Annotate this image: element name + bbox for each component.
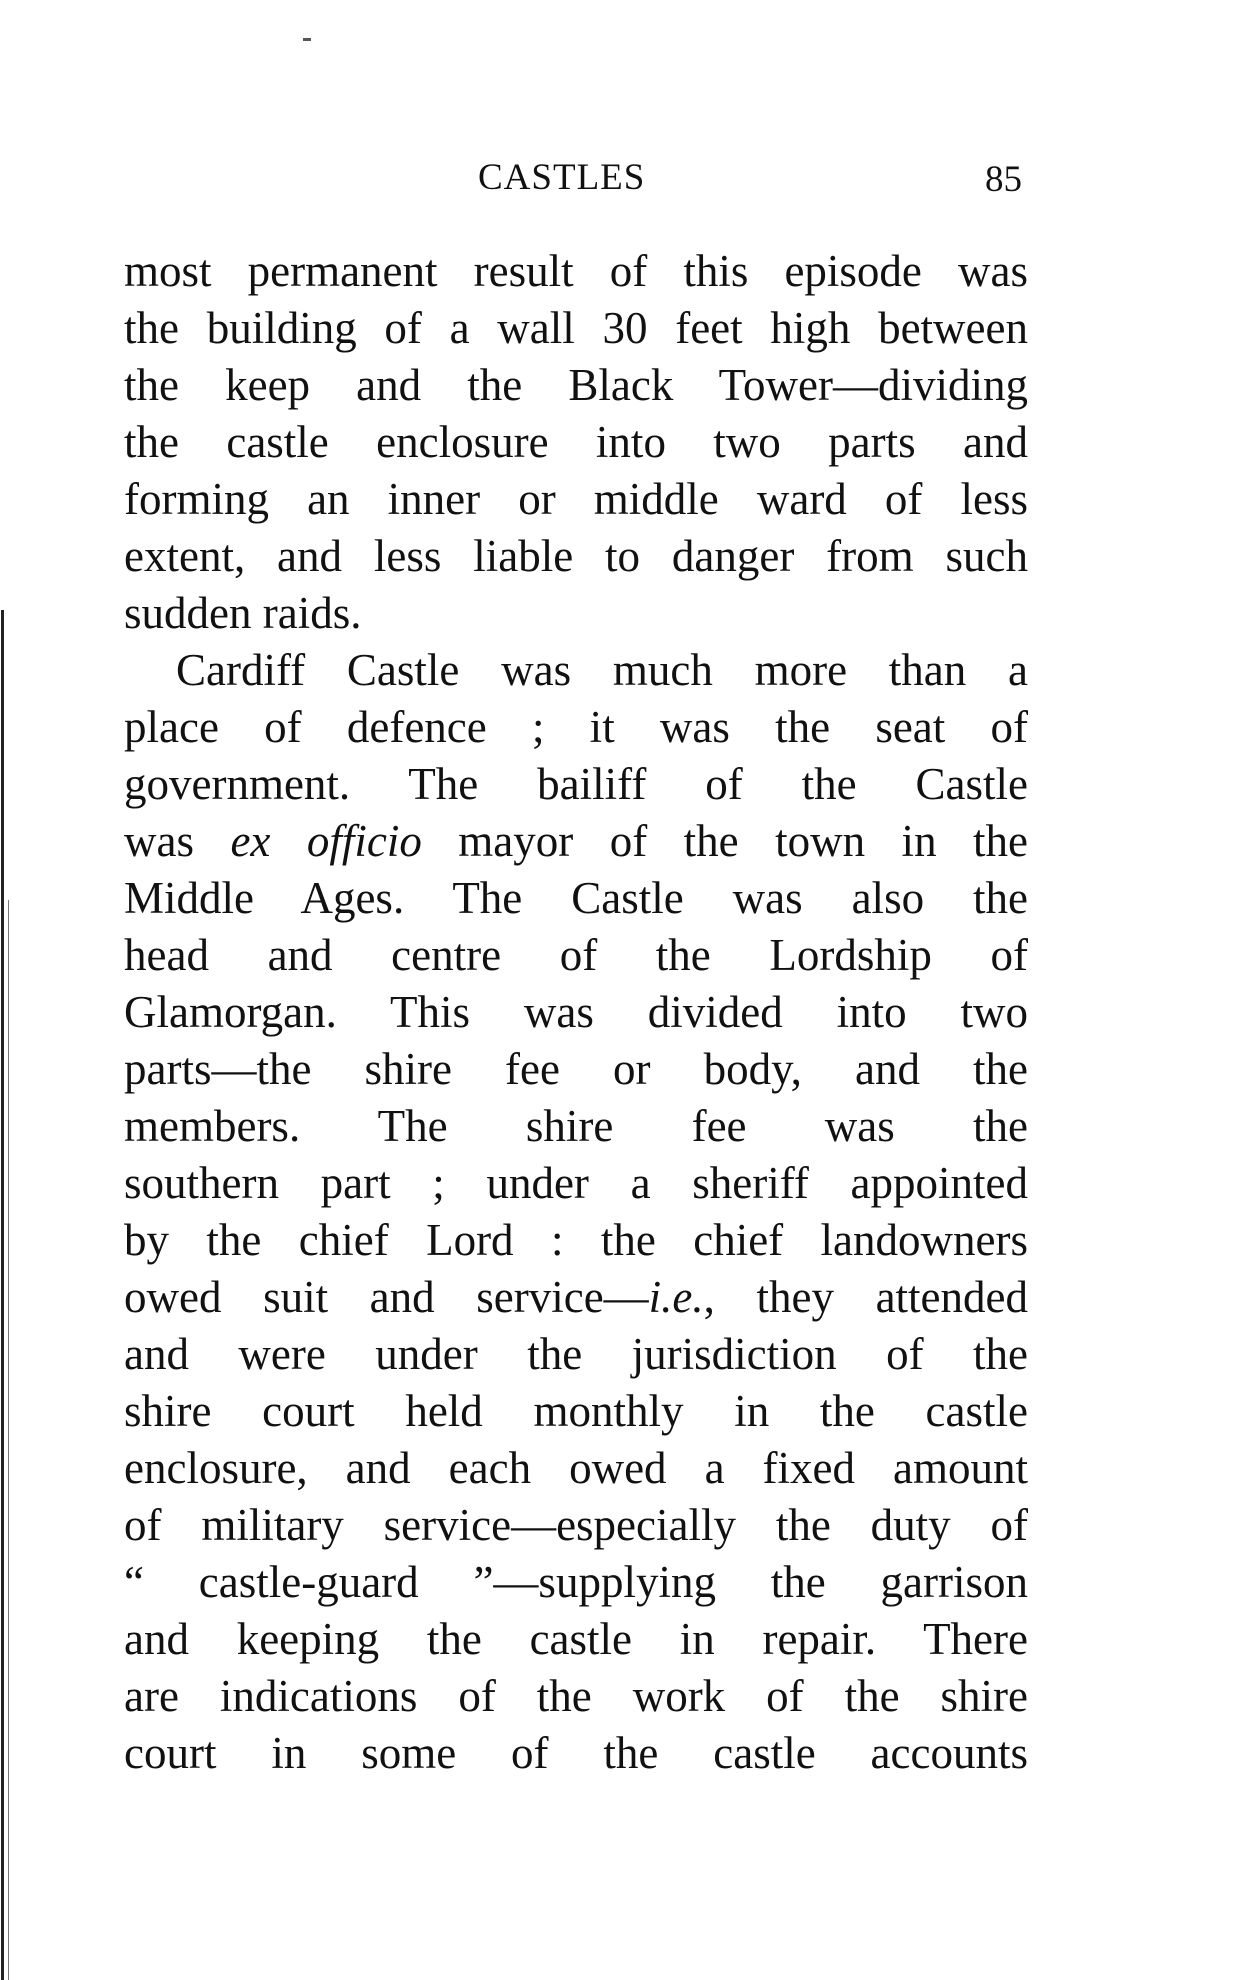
text-segment: sudden raids.: [124, 588, 362, 638]
text-line: [124, 1668, 1028, 1725]
text-line: [124, 870, 1028, 927]
text-line: [124, 927, 1028, 984]
text-line: [124, 984, 1028, 1041]
text-segment: Cardiff Castle was much more than a: [176, 645, 1028, 695]
text-line: [124, 1497, 1028, 1554]
text-segment: government. The bailiff of the Castle: [124, 759, 1028, 809]
paragraph-last-line: [124, 585, 1028, 642]
text-segment: shire court held monthly in the castle: [124, 1386, 1028, 1436]
italic-phrase: ex officio: [230, 816, 422, 866]
text-segment: the building of a wall 30 feet high between: [124, 303, 1028, 353]
text-segment: Glamorgan. This was divided into two: [124, 987, 1028, 1037]
paragraph-first-line: [124, 642, 1028, 699]
text-line: [124, 471, 1028, 528]
text-line: [124, 357, 1028, 414]
running-head-title: CASTLES: [478, 157, 646, 198]
text-line: [124, 1326, 1028, 1383]
text-segment: the keep and the Black Tower—dividing: [124, 360, 1028, 410]
text-segment: head and centre of the Lordship of: [124, 930, 1028, 980]
text-line: [124, 1611, 1028, 1668]
text-line: [124, 1098, 1028, 1155]
text-segment: court in some of the castle accounts: [124, 1728, 1028, 1778]
text-segment: mayor of the town in the: [421, 816, 1028, 866]
text-segment: was: [124, 816, 231, 866]
body-text: [124, 243, 1028, 1782]
text-segment: the castle enclosure into two parts and: [124, 417, 1028, 467]
text-line: [124, 243, 1028, 300]
text-segment: members. The shire fee was the: [124, 1101, 1028, 1151]
text-segment: extent, and less liable to danger from such: [124, 531, 1028, 581]
page-number: 85: [985, 159, 1022, 200]
text-line: [124, 1383, 1028, 1440]
text-segment: most permanent result of this episode was: [124, 246, 1028, 296]
text-segment: place of defence ; it was the seat of: [124, 702, 1028, 752]
scan-speck: [303, 38, 311, 41]
text-line: [124, 528, 1028, 585]
text-line: [124, 300, 1028, 357]
text-line: [124, 414, 1028, 471]
text-line: [124, 813, 1028, 870]
text-segment: enclosure, and each owed a fixed amount: [124, 1443, 1028, 1493]
binding-edge-shadow: [8, 900, 9, 1980]
text-segment: by the chief Lord : the chief landowners: [124, 1215, 1028, 1265]
text-line: [124, 1041, 1028, 1098]
text-line: [124, 1440, 1028, 1497]
text-segment: are indications of the work of the shire: [124, 1671, 1028, 1721]
text-segment: southern part ; under a sheriff appointed: [124, 1158, 1028, 1208]
text-line: [124, 756, 1028, 813]
text-segment: and keeping the castle in repair. There: [124, 1614, 1028, 1664]
text-line: [124, 1725, 1028, 1782]
text-segment: owed suit and service—: [124, 1272, 649, 1322]
text-line: [124, 1554, 1028, 1611]
text-segment: and were under the jurisdiction of the: [124, 1329, 1028, 1379]
binding-edge-line: [1, 610, 4, 1980]
text-line: [124, 1155, 1028, 1212]
text-segment: “ castle-guard ”—supplying the garrison: [124, 1557, 1028, 1607]
text-line: [124, 1269, 1028, 1326]
text-line: [124, 1212, 1028, 1269]
text-segment: of military service—especially the duty of: [124, 1500, 1028, 1550]
text-segment: forming an inner or middle ward of less: [124, 474, 1028, 524]
italic-phrase: i.e.: [648, 1272, 704, 1322]
text-segment: Middle Ages. The Castle was also the: [124, 873, 1028, 923]
text-segment: , they attended: [703, 1272, 1028, 1322]
text-line: [124, 699, 1028, 756]
running-head: [0, 152, 1258, 212]
text-segment: parts—the shire fee or body, and the: [124, 1044, 1028, 1094]
